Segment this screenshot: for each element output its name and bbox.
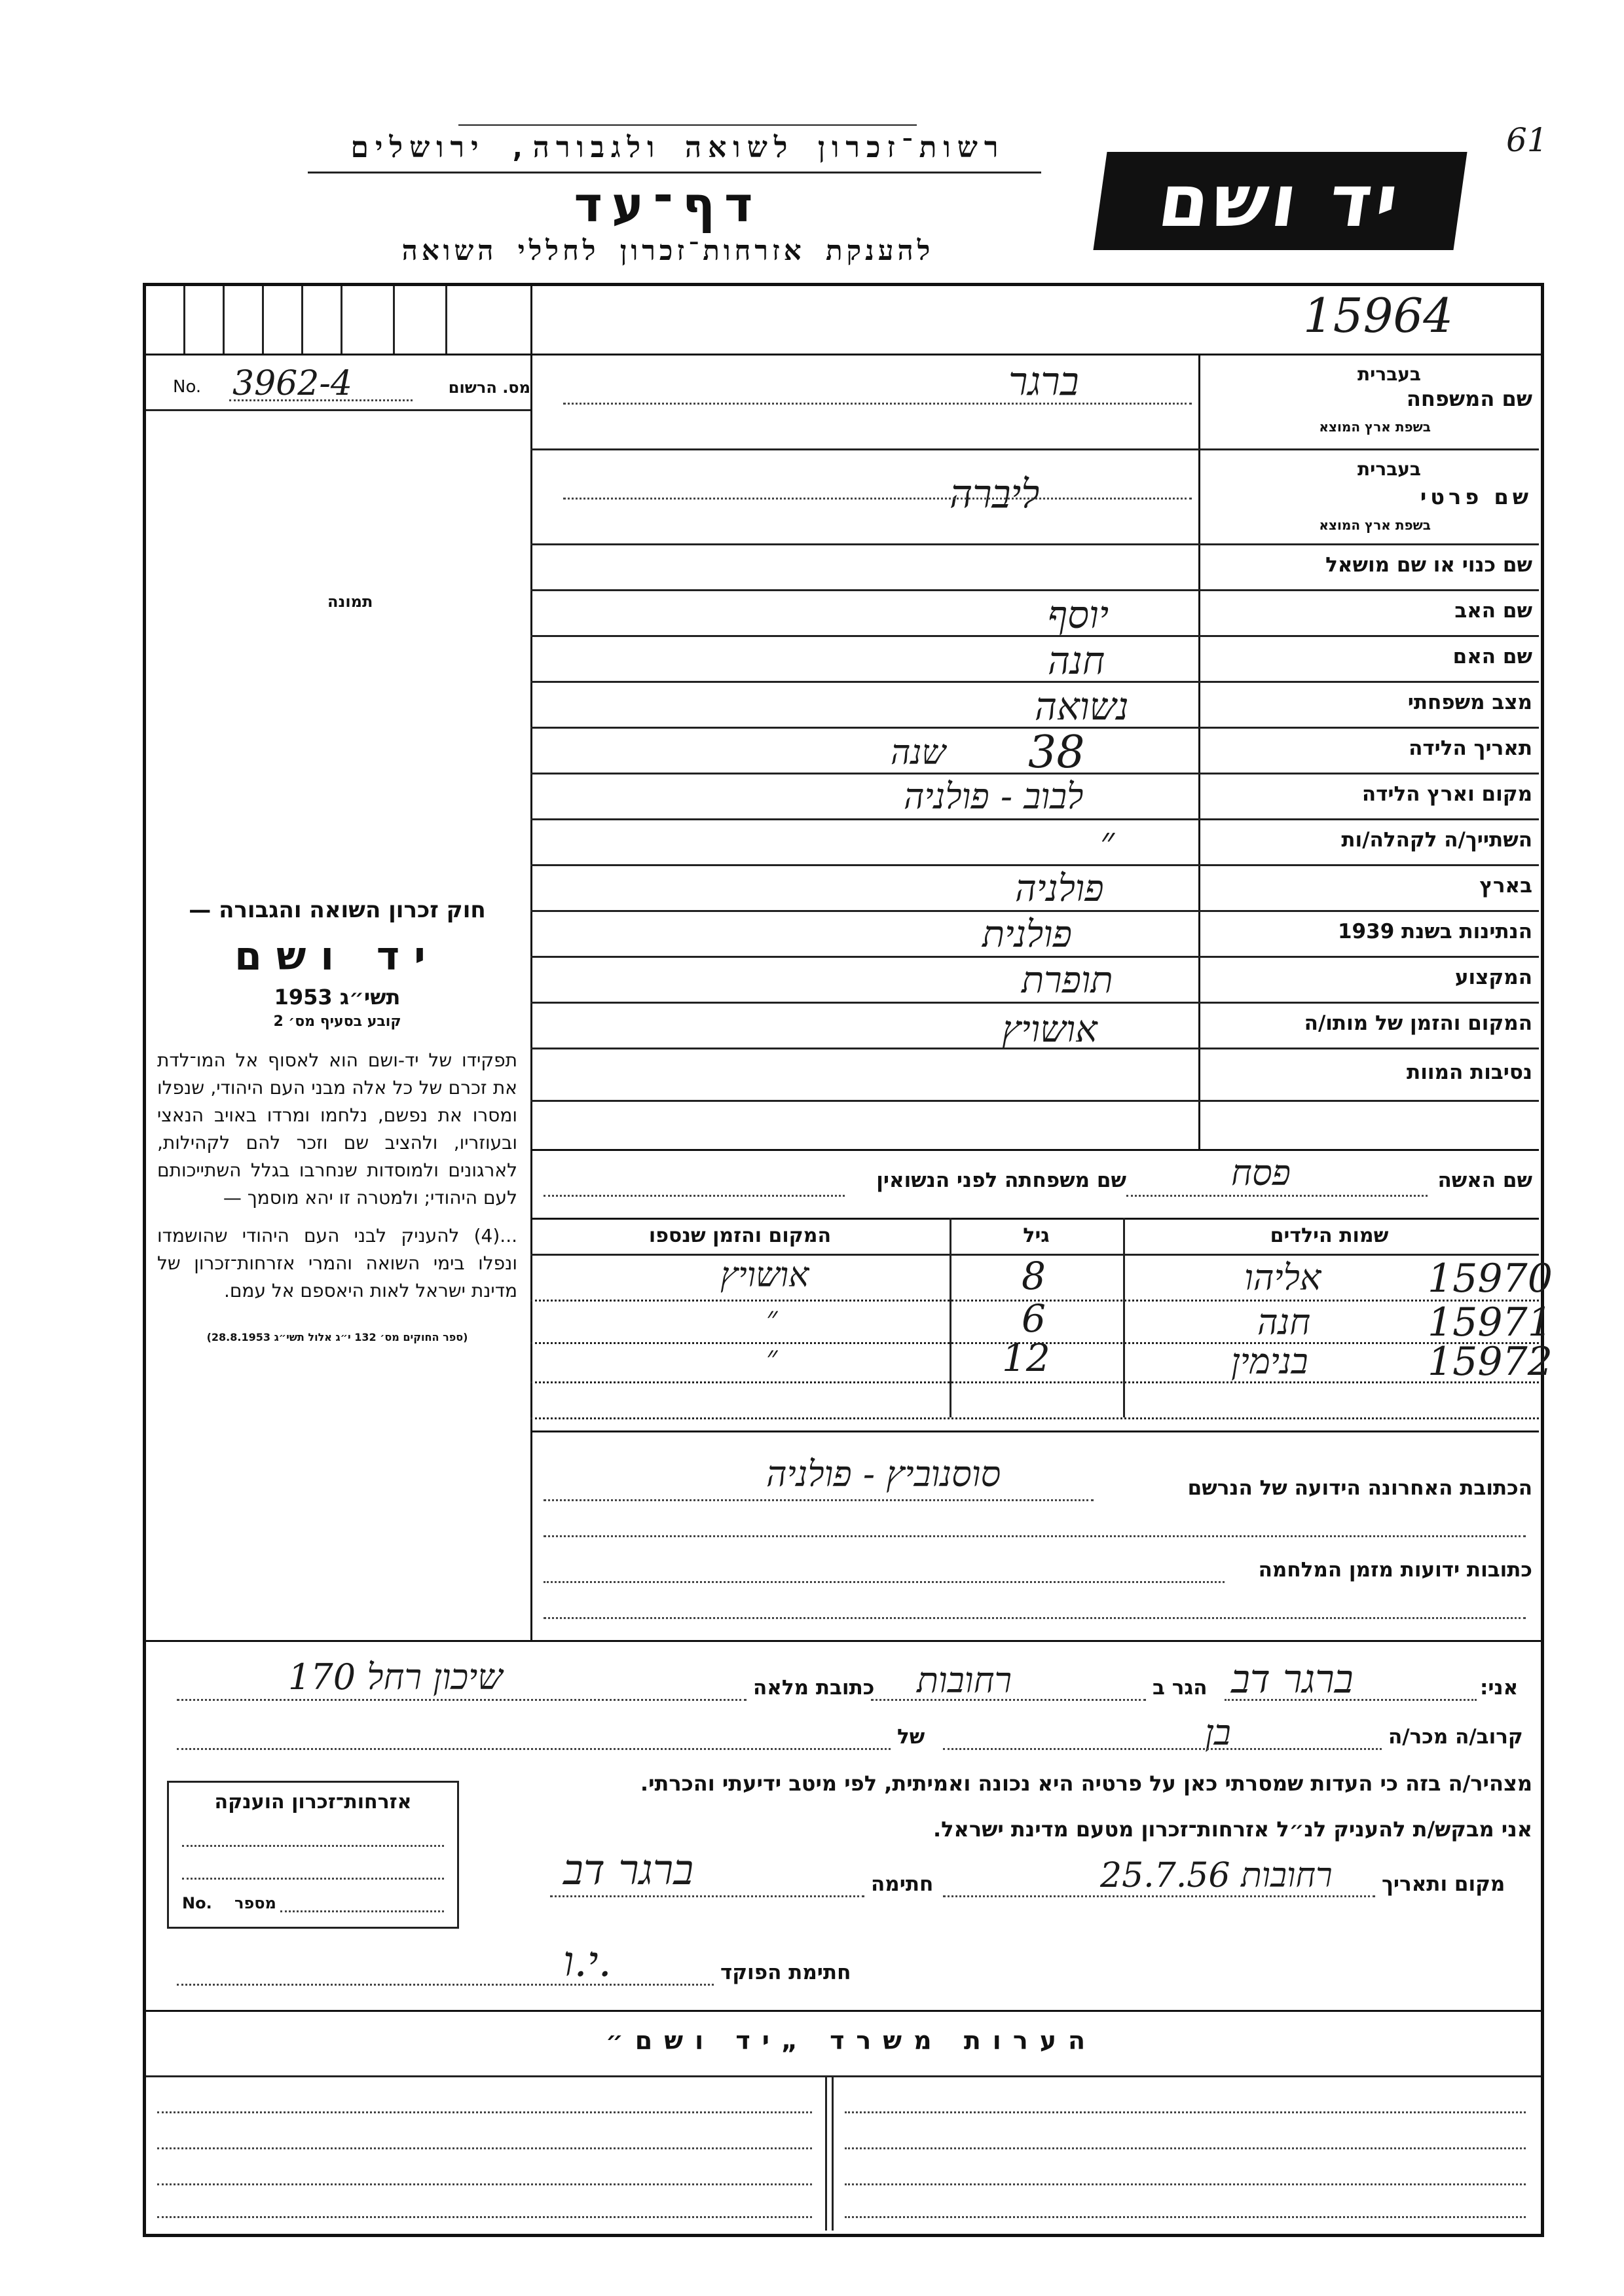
declarant-name: ברגר דב: [1231, 1656, 1354, 1702]
children-col-age: גיל: [1023, 1224, 1050, 1247]
birthdate-label: תאריך הלידה: [1409, 737, 1532, 760]
declarant-full-address-value: שיכון רחל 170: [288, 1656, 503, 1698]
award-box-number-label: מספר: [234, 1894, 276, 1912]
child-number: 15972: [1428, 1339, 1553, 1385]
remarks-col-divider-2: [832, 2075, 834, 2231]
country-label: בארץ: [1479, 874, 1532, 898]
award-box-title: אזרחות־זכרון הוענקה: [214, 1791, 412, 1813]
marital-value: נשואה: [1035, 684, 1129, 729]
signature-value: ברגר דב: [563, 1846, 694, 1895]
label-column-divider: [1198, 354, 1200, 1149]
children-col-place: המקום והזמן שנספו: [648, 1224, 832, 1247]
law-heading: חוק זכרון השואה והגבורה —: [189, 897, 486, 923]
child-number: 15971: [1428, 1300, 1553, 1345]
birthplace-label: מקום וארץ הלידה: [1361, 782, 1532, 806]
declarant-relative-label: קרוב/ה מכר/ה: [1388, 1725, 1523, 1749]
profession-value: תופרת: [1022, 959, 1113, 1002]
child-age: 12: [1002, 1336, 1050, 1380]
remarks-col-divider: [825, 2075, 827, 2231]
child-place: אושויץ: [720, 1256, 809, 1295]
spouse-label: שם האשה: [1437, 1169, 1532, 1192]
country-value: פולניה: [1015, 867, 1104, 910]
left-column-divider: [530, 286, 532, 1641]
declarant-divider: [146, 1640, 1541, 1642]
spouse-maiden-label: שם משפחתה לפני הנשואין: [876, 1169, 1126, 1192]
last-address-label: הכתובת האחרונה הידועה של הנרשם: [1187, 1476, 1532, 1500]
form-title: דף־עד: [574, 177, 762, 233]
birthplace-value: לבוב - פולניה: [904, 776, 1084, 817]
law-year: תשי״ג 1953: [274, 985, 401, 1010]
registration-number: 3962-4: [232, 364, 352, 403]
officer-signature-value: י.ו.: [563, 1938, 612, 1986]
registration-no-label: No.: [173, 377, 202, 397]
citizenship-value: פולנית: [982, 913, 1072, 956]
profession-label: המקצוע: [1454, 966, 1532, 989]
award-box: [167, 1781, 459, 1929]
war-address-label: כתובות ידועות מזמן המלחמה: [1258, 1558, 1532, 1582]
registration-label: מס. הרשום: [448, 378, 530, 397]
top-strip-bottom: [146, 354, 1541, 355]
law-block: [157, 897, 517, 1343]
child-age: 6: [1022, 1296, 1046, 1341]
firstname-origin-lang-label: בשפת ארץ המוצא: [1319, 517, 1431, 533]
yad-vashem-logo: [1093, 152, 1467, 250]
children-bottom: [530, 1430, 1539, 1432]
death-label: המקום והזמן של מותו/ה: [1304, 1011, 1532, 1035]
children-col-divider-2: [950, 1218, 951, 1417]
remarks-header-line: [146, 2075, 1541, 2077]
surname-origin-lang-label: בשפת ארץ המוצא: [1319, 419, 1431, 435]
community-value: ״: [1100, 818, 1115, 863]
mother-value: חנה: [1048, 638, 1105, 683]
declarant-i-label: אני:: [1480, 1676, 1519, 1700]
spouse-value: פסח: [1231, 1152, 1291, 1194]
child-name: אליהו: [1244, 1257, 1321, 1298]
form-subtitle: להענקת אזרחות־זכרון לחללי השואה: [401, 234, 934, 266]
child-age: 8: [1022, 1254, 1046, 1298]
sheet-number: 15964: [1303, 288, 1454, 343]
mother-label: שם האם: [1452, 645, 1532, 668]
declarant-resides-value: רחובות: [917, 1660, 1012, 1701]
father-label: שם האב: [1454, 599, 1532, 623]
officer-signature-label: חתימת הפוקד: [720, 1961, 851, 1984]
authority-overline: [458, 124, 917, 126]
law-clause: קובע בסעיף מס׳ 2: [273, 1013, 401, 1030]
spouse-divider: [530, 1218, 1539, 1220]
children-col-divider-1: [1123, 1218, 1125, 1417]
law-citation: (ספר החוקים מס׳ 132 י״ג אלול תשי״ג 28.8.1953): [206, 1331, 468, 1343]
death-value: אושויץ: [1002, 1008, 1098, 1051]
law-name: יד ושם: [234, 934, 440, 979]
remarks-divider: [146, 2010, 1541, 2012]
child-name: בנימין: [1231, 1341, 1308, 1382]
declarant-full-address-label: כתובת מלאה: [753, 1676, 875, 1700]
declaration-text: מצהיר/ה בזה כי העדות שמסרתי כאן על פרטיה היא נכונה ואמיתית, לפי מיטב ידיעתי והכרתי.: [640, 1771, 1532, 1796]
death-circumstances-label: נסיבות המוות: [1407, 1061, 1532, 1084]
award-box-no-label: No.: [182, 1894, 212, 1912]
children-col-names: שמות הילדים: [1270, 1224, 1389, 1247]
corner-mark: 61: [1506, 121, 1548, 159]
last-address-value: סוסנוביץ - פולניה: [766, 1453, 1001, 1495]
firstname-label: שם פרטי: [1420, 484, 1532, 509]
place-date-value: רחובות 25.7.56: [1100, 1856, 1333, 1895]
surname-label: שם המשפחה: [1406, 386, 1532, 411]
citizenship-label: הנתינות בשנת 1939: [1337, 920, 1532, 943]
law-paragraph-2: ...(4) להעניק לבני העם היהודי שהושמדו ונפלו בימי השואה והמרי אזרחות־זכרון של מדינת ישראל לאות היאספם אל עמם.: [157, 1225, 517, 1302]
logo-text: יד ושם: [1153, 159, 1407, 243]
child-place: ״: [766, 1300, 778, 1335]
birthdate-value: 38: [1028, 727, 1085, 778]
declarant-relative-value: בן: [1205, 1712, 1231, 1753]
signature-label: חתימה: [871, 1872, 934, 1896]
authority-line: רשות־זכרון לשואה ולגבורה, ירושלים: [350, 131, 1005, 164]
authority-underline: [308, 172, 1041, 173]
place-date-label: מקום ותאריך: [1382, 1872, 1505, 1896]
child-place: ״: [766, 1339, 778, 1374]
birthdate-unit: שנה: [891, 733, 946, 773]
remarks-title: הערות משרד „יד ושם״: [605, 2026, 1098, 2055]
child-name: חנה: [1257, 1302, 1311, 1343]
community-label: השתייך/ה לקהלה/ות: [1341, 828, 1532, 852]
surname-hebrew-label: בעברית: [1357, 363, 1421, 385]
father-value: יוסף: [1048, 592, 1109, 637]
law-paragraph-1: תפקידו של יד-ושם הוא לאסוף אל המו־לדת את זכרם של כל אלה מבני העם היהודי, שנפלו ומסרו את נפשם, נלחמו ומרדו באויב הנאצי ובעוזריו, ולהציב שם וזכר להם לקהילות, לארגונים ולמוסדות שנחרבו בגלל השתייכותם לעם היהודי; ולמטרה זו יהא מוסמך —: [157, 1049, 517, 1209]
surname-value: ברגר: [1008, 359, 1079, 405]
declarant-of-label: של: [897, 1725, 925, 1749]
firstname-value: ליברה: [950, 471, 1040, 517]
declarant-resides-label: הגר ב: [1153, 1676, 1208, 1700]
photo-label: תמונה: [327, 592, 373, 611]
child-number: 15970: [1428, 1256, 1553, 1302]
registration-row: [164, 364, 530, 406]
nickname-label: שם כנוי או שם מושאל: [1325, 553, 1532, 577]
request-text: אני מבקש/ת להעניק לנ״ל אזרחות־זכרון מטעם מדינת ישראל.: [933, 1817, 1532, 1842]
marital-label: מצב משפחתי: [1407, 691, 1532, 714]
registration-divider: [146, 409, 530, 411]
firstname-hebrew-label: בעברית: [1357, 458, 1421, 480]
